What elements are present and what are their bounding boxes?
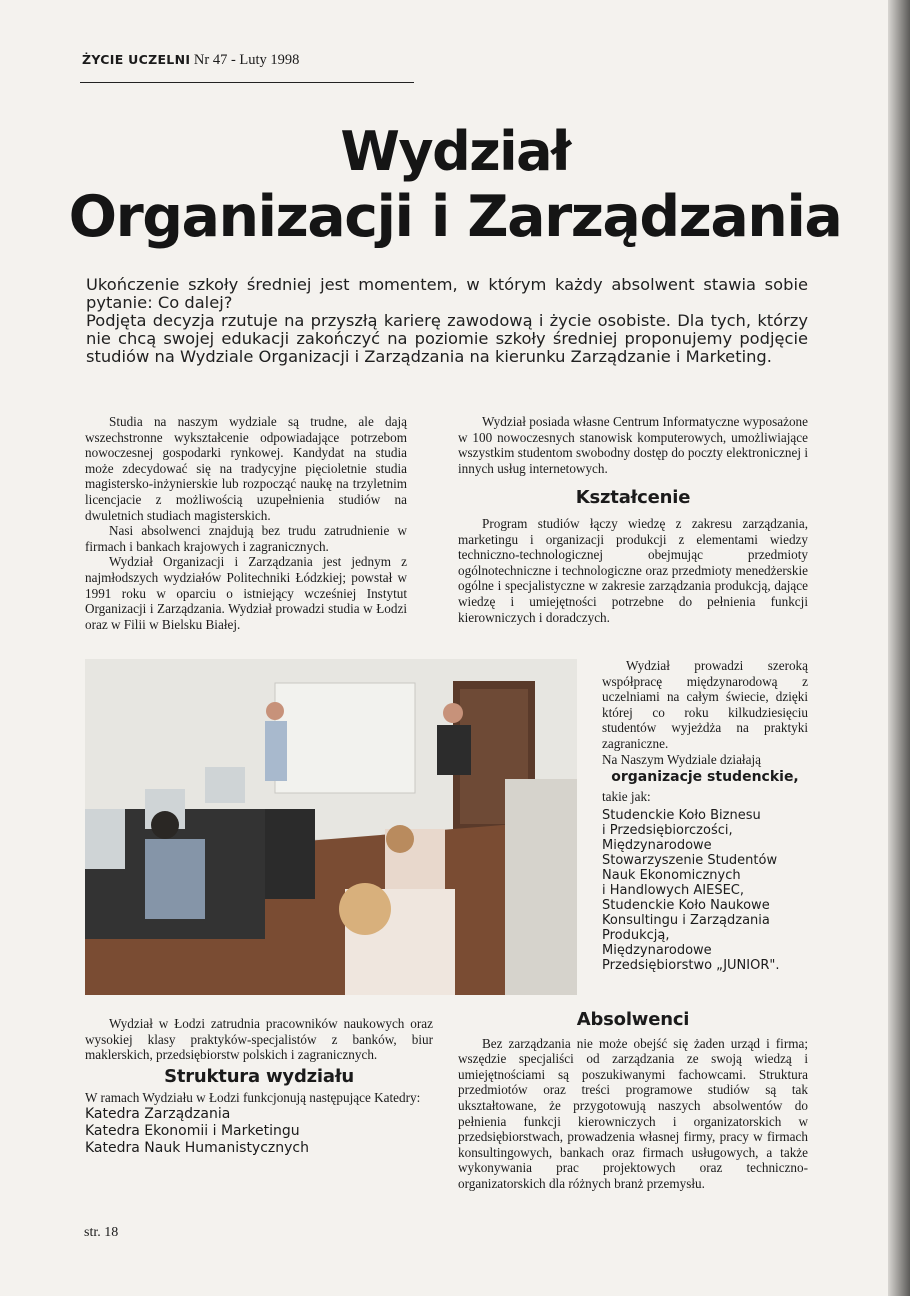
org-item: Konsultingu i Zarządzania: [602, 913, 770, 929]
org-item: Nauk Ekonomicznych: [602, 868, 741, 884]
wspolpraca-text: Wydział prowadzi szeroką współpracę międzynarodową z uczelniami na całym świecie, dzięki której co roku kilkudziesięciu studentów wyjeżdża na praktyki zagraniczne.: [602, 658, 808, 751]
org-item: Studenckie Koło Naukowe: [602, 898, 770, 914]
org-item: Przedsiębiorstwo „JUNIOR".: [602, 958, 780, 974]
left-p2: Nasi absolwenci znajdują bez trudu zatrudnienie w firmach i bankach krajowych i zagranicznych.: [85, 523, 407, 554]
org-heading: organizacje studenckie,: [611, 769, 799, 786]
katedra-item: Katedra Nauk Humanistycznych: [85, 1139, 309, 1156]
header-rule: [80, 82, 414, 83]
left-p3: Wydział Organizacji i Zarządzania jest jednym z najmłodszych wydziałów Politechniki Łódzkiej; powstał w 1991 roku w oparciu o istniejący wcześniej Instytut Organizacji i Zarządzania. Wydział prowadzi studia w Łodzi oraz w Filii w Bielsku Białej.: [85, 554, 407, 632]
magazine-logo: ŻYCIE UCZELNI: [82, 52, 191, 67]
lead-p1: Ukończenie szkoły średniej jest momentem, w którym każdy absolwent stawia sobie pytanie: Co dalej?: [86, 275, 808, 312]
left-column-top: [85, 414, 407, 632]
issue-info: Nr 47 - Luty 1998: [193, 52, 300, 68]
lead-paragraph: [86, 276, 808, 366]
left-p4: Wydział w Łodzi zatrudnia pracowników naukowych oraz wysokiej klasy praktyków-specjalistów z banków, biur maklerskich, przedsiębiorstw polskich i zagranicznych.: [85, 1016, 433, 1063]
student-org-list: [602, 808, 808, 973]
org-item: i Przedsiębiorczości,: [602, 823, 733, 839]
struktura-heading: Struktura wydziału: [164, 1065, 354, 1087]
org-item: Stowarzyszenie Studentów: [602, 853, 778, 869]
left-column-bottom: [85, 1016, 433, 1157]
katedry-list: [85, 1106, 433, 1157]
right-p1: Wydział posiada własne Centrum Informatyczne wyposażone w 100 nowoczesnych stanowisk komputerowych, umożliwiające wszystkim studentom swobodny dostęp do poczty elektronicznej i innych usług internetowych.: [458, 414, 808, 476]
absolwenci-heading: Absolwenci: [576, 1009, 690, 1030]
org-takie: takie jak:: [602, 788, 651, 804]
katedra-item: Katedra Zarządzania: [85, 1105, 231, 1122]
page-number: str. 18: [84, 1225, 119, 1240]
lead-p2: Podjęta decyzja rzutuje na przyszłą karierę zawodową i życie osobiste. Dla tych, którzy nie chcą swojej edukacji zakończyć na poziomie szkoły średniej proponujemy podjęcie studiów na Wydziale Organizacji i Zarządzania na kierunku Zarządzanie i Marketing.: [86, 311, 808, 366]
org-item: i Handlowych AIESEC,: [602, 883, 745, 899]
struktura-intro: W ramach Wydziału w Łodzi funkcjonują następujące Katedry:: [85, 1090, 421, 1106]
ksztalcenie-heading: Kształcenie: [575, 487, 691, 509]
org-item: Produkcją,: [602, 928, 670, 944]
right-column-bottom: [458, 1009, 808, 1192]
right-column-top: [458, 414, 808, 625]
classroom-photo: [85, 659, 577, 995]
absolwenci-text: Bez zarządzania nie może obejść się żaden urząd i firma; wszędzie specjaliści od zarządzania ze swoją wiedzą i umiejętnościami są poszukiwanymi fachowcami. Struktura przedmiotów oraz treści programowe studiów są tak ukształtowane, że przygotowują naszych absolwentów do pełnienia funkcji kierowniczych i organizatorskich w przedsiębiorstwach, prowadzenia własnej firmy, pracy w firmach konsultingowych, bankach oraz firmach usługowych, a także wykonywania prac projektowych oraz techniczno-organizatorskich dla różnych branż przemysłu.: [458, 1035, 808, 1191]
right-column-narrow: [602, 658, 808, 973]
title-line-2: Organizacji i Zarządzania: [68, 184, 842, 250]
left-p1: Studia na naszym wydziale są trudne, ale dają wszechstronne wykształcenie odpowiadające potrzebom nowoczesnej gospodarki rynkowej. Kandydat na studia może zdecydować się na tradycyjne pięcioletnie studia magistersko-inżynierskie lub rozpocząć naukę na trzyletnim licencjacie z możliwością uzupełnienia studiów na dwuletnich studiach magisterskich.: [85, 414, 407, 523]
org-item: Międzynarodowe: [602, 943, 712, 959]
title-line-1: Wydział: [340, 120, 570, 183]
org-item: Studenckie Koło Biznesu: [602, 808, 761, 824]
running-header: [82, 52, 299, 69]
katedra-item: Katedra Ekonomii i Marketingu: [85, 1122, 300, 1139]
org-item: Międzynarodowe: [602, 838, 712, 854]
ksztalcenie-text: Program studiów łączy wiedzę z zakresu zarządzania, marketingu i organizacji produkcji z elementami wiedzy techniczno-technologicznej obejmując przedmioty ogólnotechniczne i technologiczne oraz przedmioty menedżerskie ogólne i specjalistyczne w zakresie zarządzania produkcją, dające wiedzę i umiejętności potrzebne do pełnienia funkcji kierowniczych i doradczych.: [458, 515, 808, 625]
org-intro: Na Naszym Wydziale działają: [602, 751, 761, 767]
